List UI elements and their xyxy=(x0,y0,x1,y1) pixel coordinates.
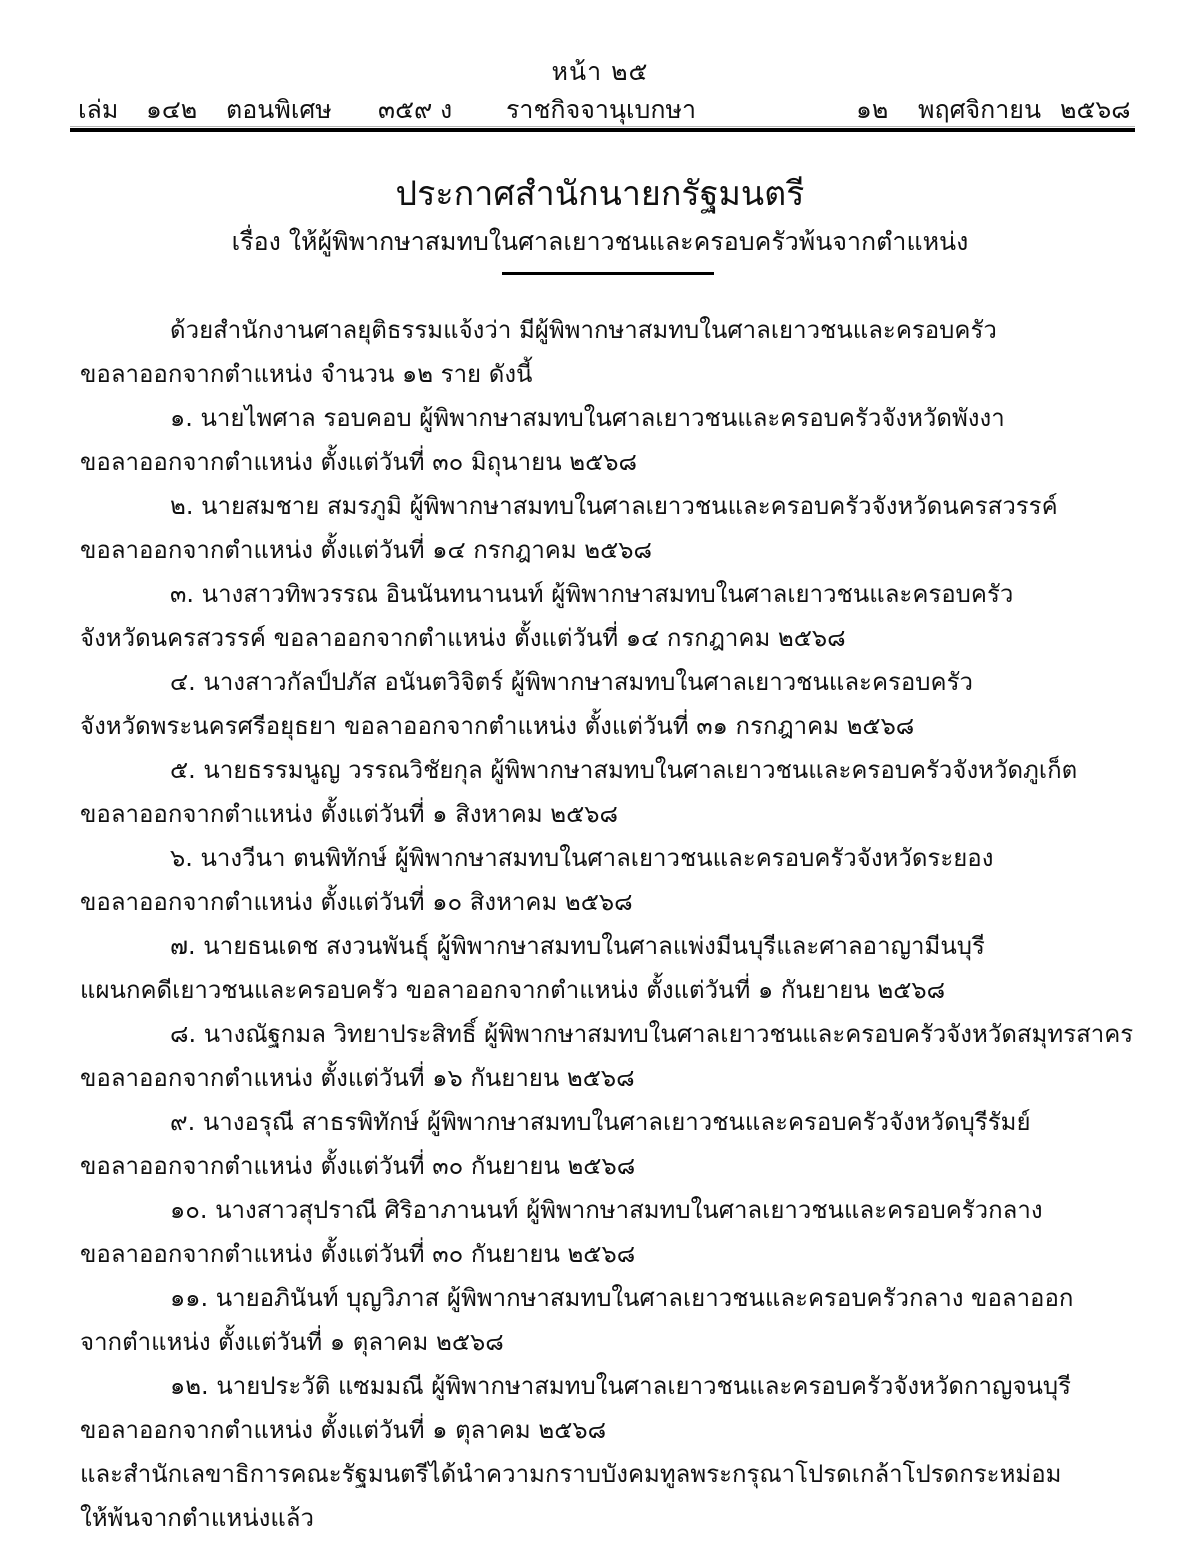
item-11-line-2: จากตำแหน่ง ตั้งแต่วันที่ ๑ ตุลาคม ๒๕๖๘ xyxy=(80,1328,504,1356)
date-month: พฤศจิกายน xyxy=(918,95,1042,124)
issue-number: ๓๕๙ xyxy=(378,95,433,124)
header-divider xyxy=(70,128,1135,132)
list-item xyxy=(80,572,1125,660)
item-3-line-1: ๓. นางสาวทิพวรรณ อินนันทนานนท์ ผู้พิพากษาสมทบในศาลเยาวชนและครอบครัว xyxy=(170,580,1014,608)
item-11-line-1: ๑๑. นายอภินันท์ บุญวิภาส ผู้พิพากษาสมทบในศาลเยาวชนและครอบครัวกลาง ขอลาออก xyxy=(170,1284,1074,1312)
title-divider xyxy=(502,272,714,275)
item-10-line-2: ขอลาออกจากตำแหน่ง ตั้งแต่วันที่ ๓๐ กันยายน ๒๕๖๘ xyxy=(80,1240,636,1268)
document-title: ประกาศสำนักนายกรัฐมนตรี xyxy=(395,174,805,214)
list-item xyxy=(80,1276,1125,1364)
item-1-line-1: ๑. นายไพศาล รอบคอบ ผู้พิพากษาสมทบในศาลเยาวชนและครอบครัวจังหวัดพังงา xyxy=(170,404,1005,432)
item-5-line-2: ขอลาออกจากตำแหน่ง ตั้งแต่วันที่ ๑ สิงหาคม ๒๕๖๘ xyxy=(80,800,618,828)
item-7-line-1: ๗. นายธนเดช สงวนพันธุ์ ผู้พิพากษาสมทบในศาลแพ่งมีนบุรีและศาลอาญามีนบุรี xyxy=(170,932,985,960)
list-item xyxy=(80,748,1125,836)
list-item xyxy=(80,396,1125,484)
list-item xyxy=(80,1188,1125,1276)
list-item xyxy=(80,1100,1125,1188)
item-3-line-2: จังหวัดนครสวรรค์ ขอลาออกจากตำแหน่ง ตั้งแต่วันที่ ๑๔ กรกฎาคม ๒๕๖๘ xyxy=(80,624,846,652)
date-day: ๑๒ xyxy=(856,95,889,124)
item-9-line-1: ๙. นางอรุณี สาธรพิทักษ์ ผู้พิพากษาสมทบในศาลเยาวชนและครอบครัวจังหวัดบุรีรัมย์ xyxy=(170,1108,1031,1136)
item-12-line-1: ๑๒. นายประวัติ แซมมณี ผู้พิพากษาสมทบในศาลเยาวชนและครอบครัวจังหวัดกาญจนบุรี xyxy=(170,1372,1072,1400)
gazette-name: ราชกิจจานุเบกษา xyxy=(506,95,697,124)
list-item xyxy=(80,1012,1134,1100)
item-12-line-2: ขอลาออกจากตำแหน่ง ตั้งแต่วันที่ ๑ ตุลาคม ๒๕๖๘ xyxy=(80,1416,607,1444)
item-1-line-2: ขอลาออกจากตำแหน่ง ตั้งแต่วันที่ ๓๐ มิถุนายน ๒๕๖๘ xyxy=(80,448,637,476)
issue-type: ง xyxy=(440,95,453,124)
closing-paragraph xyxy=(80,1452,1125,1540)
item-2-line-1: ๒. นายสมชาย สมรภูมิ ผู้พิพากษาสมทบในศาลเยาวชนและครอบครัวจังหวัดนครสวรรค์ xyxy=(170,492,1058,520)
item-4-line-1: ๔. นางสาวกัลป์ปภัส อนันตวิจิตร์ ผู้พิพากษาสมทบในศาลเยาวชนและครอบครัว xyxy=(170,668,973,696)
date-year: ๒๕๖๘ xyxy=(1060,95,1131,124)
closing-line-1: และสำนักเลขาธิการคณะรัฐมนตรีได้นำความกราบบังคมทูลพระกรุณาโปรดเกล้าโปรดกระหม่อม xyxy=(80,1460,1062,1488)
document-body xyxy=(80,308,1134,1540)
list-item xyxy=(80,1364,1125,1452)
item-8-line-1: ๘. นางณัฐกมล วิทยาประสิทธิ์ ผู้พิพากษาสมทบในศาลเยาวชนและครอบครัวจังหวัดสมุทรสาคร xyxy=(170,1020,1134,1048)
volume-number: ๑๔๒ xyxy=(146,95,198,124)
item-10-line-1: ๑๐. นางสาวสุปราณี ศิริอาภานนท์ ผู้พิพากษาสมทบในศาลเยาวชนและครอบครัวกลาง xyxy=(170,1196,1043,1224)
item-5-line-1: ๕. นายธรรมนูญ วรรณวิชัยกุล ผู้พิพากษาสมทบในศาลเยาวชนและครอบครัวจังหวัดภูเก็ต xyxy=(170,756,1078,784)
list-item xyxy=(80,924,1125,1012)
item-6-line-1: ๖. นางวีนา ตนพิทักษ์ ผู้พิพากษาสมทบในศาลเยาวชนและครอบครัวจังหวัดระยอง xyxy=(170,844,994,872)
item-7-line-2: แผนกคดีเยาวชนและครอบครัว ขอลาออกจากตำแหน่ง ตั้งแต่วันที่ ๑ กันยายน ๒๕๖๘ xyxy=(80,976,946,1004)
list-item xyxy=(80,660,1125,748)
document-subject: เรื่อง ให้ผู้พิพากษาสมทบในศาลเยาวชนและครอบครัวพ้นจากตำแหน่ง xyxy=(231,227,969,256)
volume-label: เล่ม xyxy=(78,95,119,124)
intro-line-1: ด้วยสำนักงานศาลยุติธรรมแจ้งว่า มีผู้พิพากษาสมทบในศาลเยาวชนและครอบครัว xyxy=(170,316,997,344)
gazette-header xyxy=(78,90,1134,122)
item-9-line-2: ขอลาออกจากตำแหน่ง ตั้งแต่วันที่ ๓๐ กันยายน ๒๕๖๘ xyxy=(80,1152,636,1180)
list-item xyxy=(80,484,1125,572)
item-4-line-2: จังหวัดพระนครศรีอยุธยา ขอลาออกจากตำแหน่ง ตั้งแต่วันที่ ๓๑ กรกฎาคม ๒๕๖๘ xyxy=(80,712,915,740)
intro-paragraph xyxy=(80,308,1125,396)
intro-line-2: ขอลาออกจากตำแหน่ง จำนวน ๑๒ ราย ดังนี้ xyxy=(80,360,533,388)
list-item xyxy=(80,836,1125,924)
page-number: หน้า ๒๕ xyxy=(551,57,649,86)
closing-line-2: ให้พ้นจากตำแหน่งแล้ว xyxy=(80,1504,314,1532)
issue-label: ตอนพิเศษ xyxy=(226,95,332,124)
item-8-line-2: ขอลาออกจากตำแหน่ง ตั้งแต่วันที่ ๑๖ กันยายน ๒๕๖๘ xyxy=(80,1064,635,1092)
item-6-line-2: ขอลาออกจากตำแหน่ง ตั้งแต่วันที่ ๑๐ สิงหาคม ๒๕๖๘ xyxy=(80,888,633,916)
item-2-line-2: ขอลาออกจากตำแหน่ง ตั้งแต่วันที่ ๑๔ กรกฎาคม ๒๕๖๘ xyxy=(80,536,653,564)
